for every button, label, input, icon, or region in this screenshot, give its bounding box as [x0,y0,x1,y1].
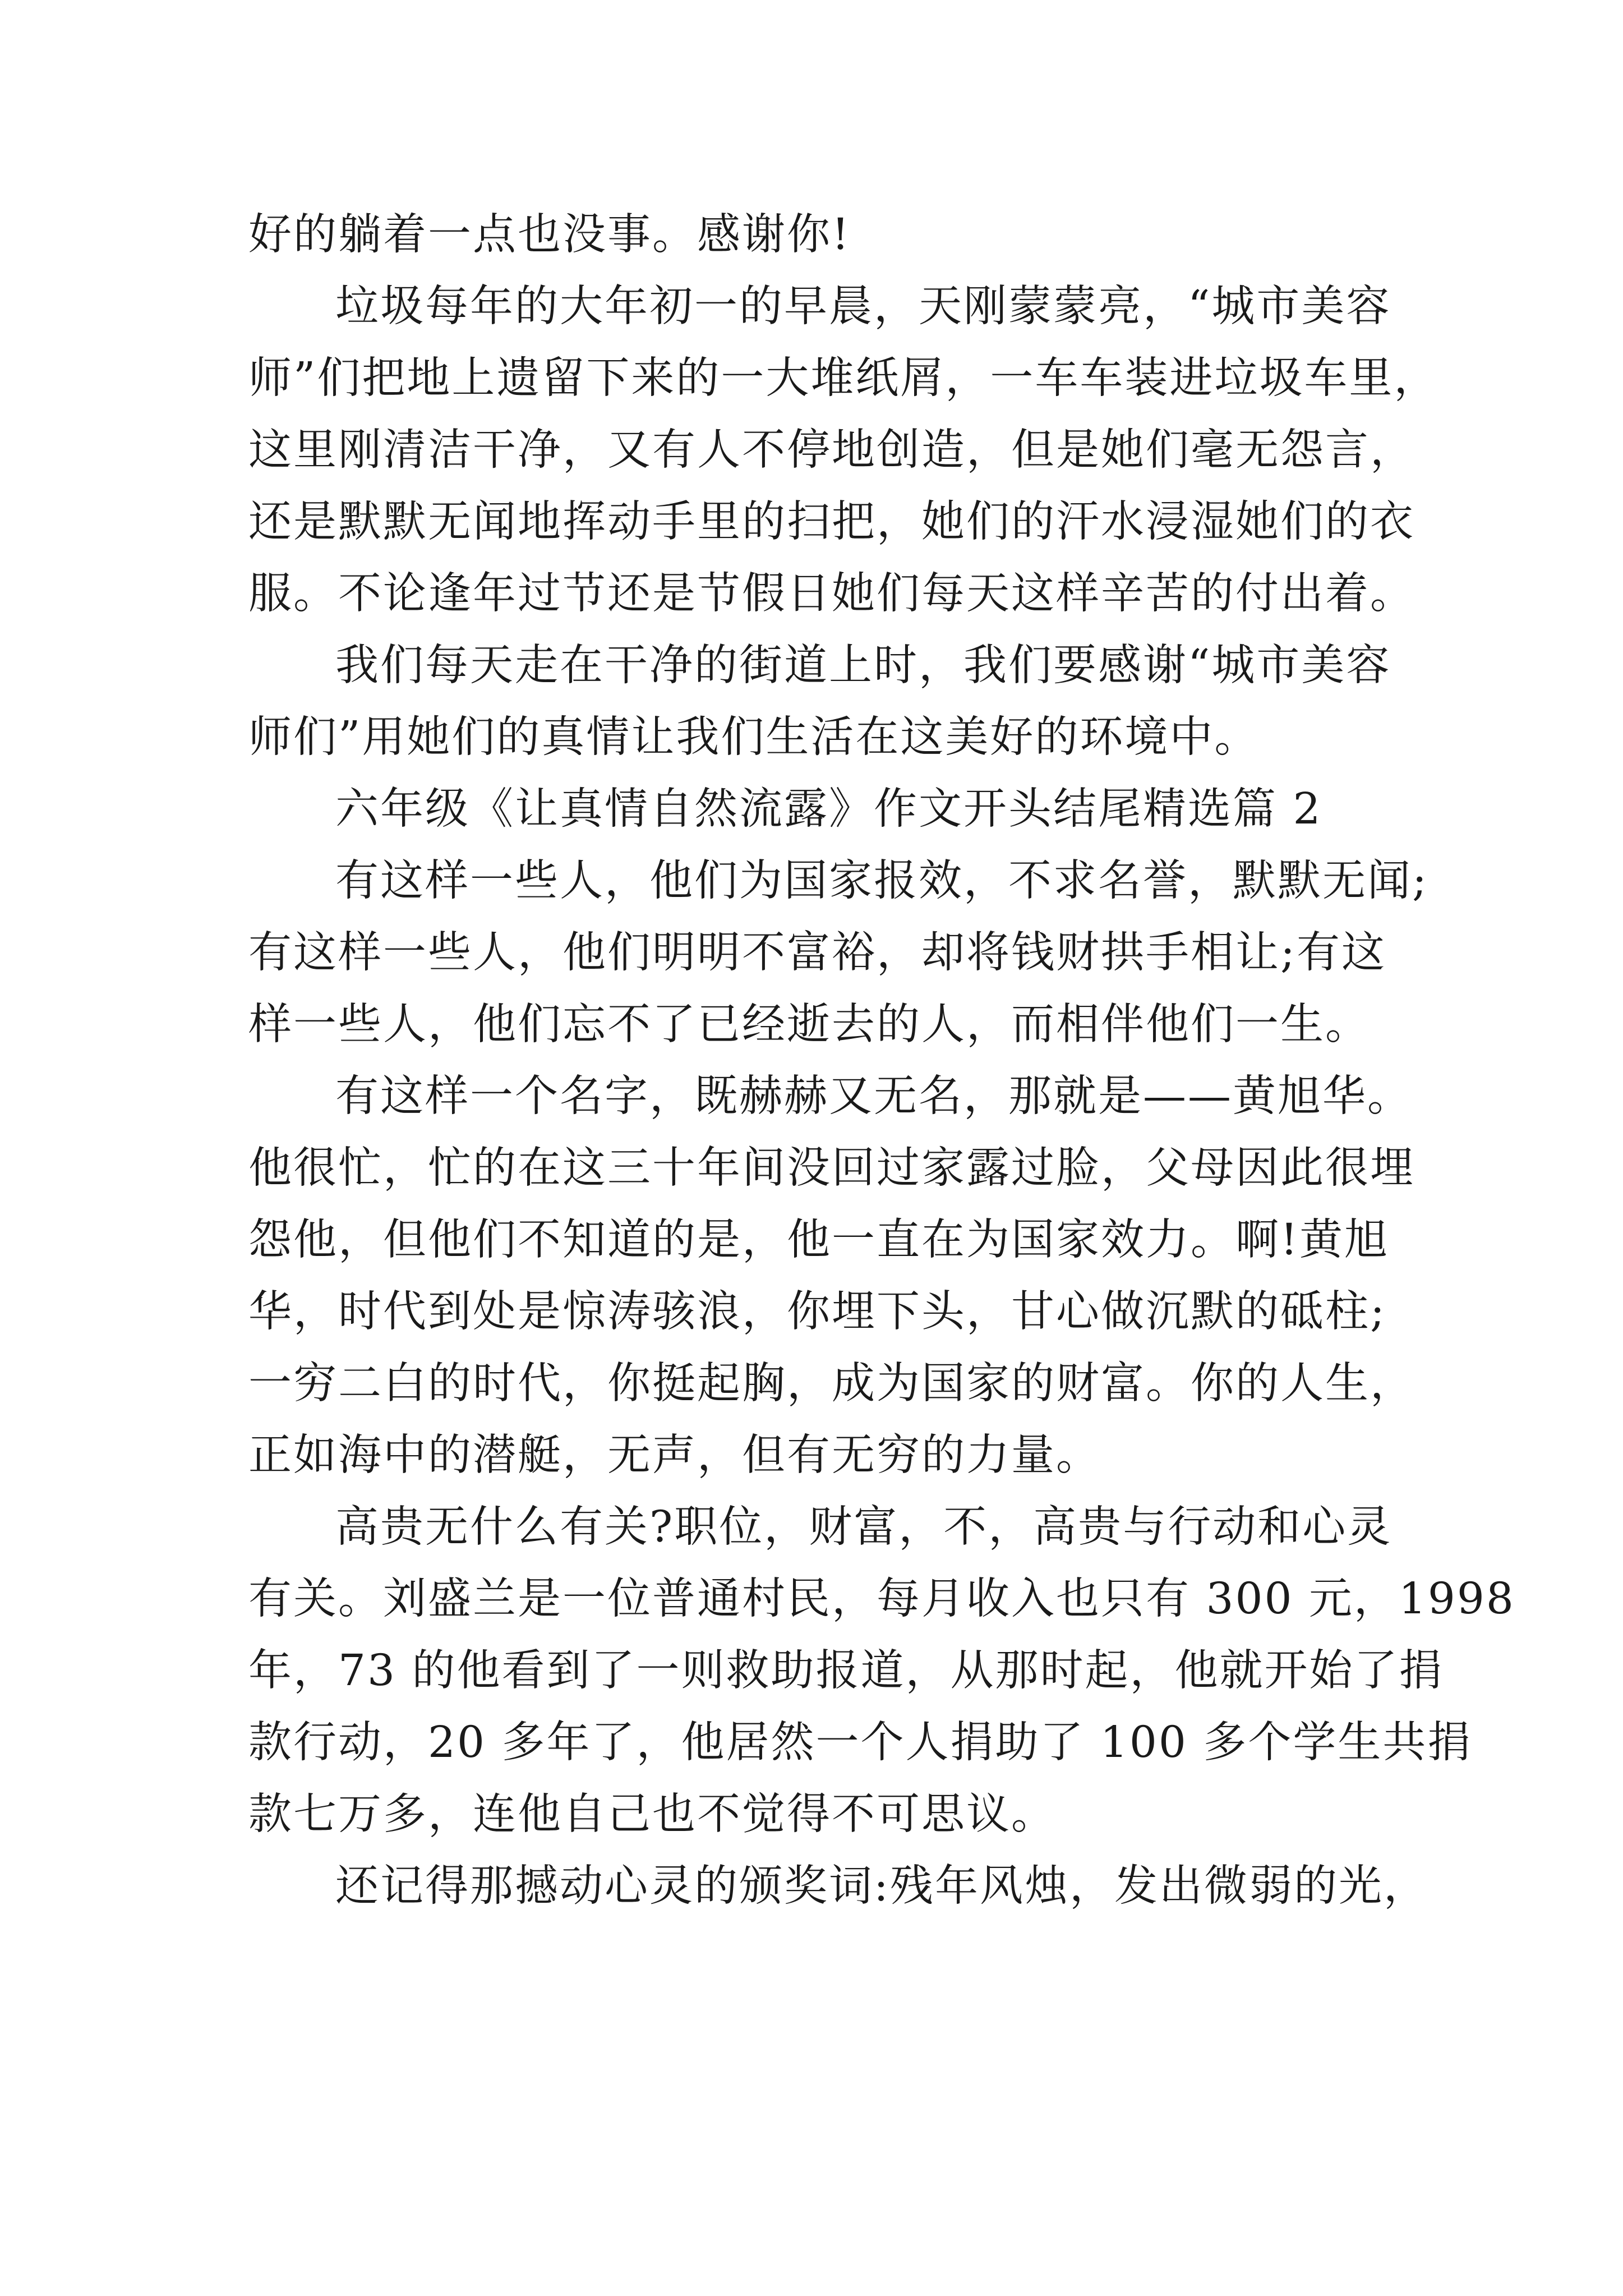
text-line: 有关。刘盛兰是一位普通村民，每月收入也只有 300 元，1998 [248,1574,1515,1624]
text-line: 正如海中的潜艇，无声，但有无穷的力量。 [248,1430,1101,1480]
text-line: 有这样一些人，他们明明不富裕，却将钱财拱手相让;有这 [248,928,1386,978]
text-line: 年，73 的他看到了一则救助报道，从那时起，他就开始了捐 [248,1646,1444,1696]
text-line: 师”们把地上遗留下来的一大堆纸屑，一车车装进垃圾车里， [248,353,1439,403]
text-line: 怨他，但他们不知道的是，他一直在为国家效力。啊!黄旭 [248,1215,1389,1265]
text-line: 样一些人，他们忘不了已经逝去的人，而相伴他们一生。 [248,1000,1370,1050]
text-line: 好的躺着一点也没事。感谢你! [248,210,851,260]
text-line: 师们”用她们的真情让我们生活在这美好的环境中。 [248,712,1260,762]
paragraph-start-line: 高贵无什么有关?职位，财富，不，高贵与行动和心灵 [335,1502,1393,1552]
paragraph-start-line: 有这样一些人，他们为国家报效，不求名誉，默默无闻; [335,856,1428,906]
paragraph-start-line: 有这样一个名字，既赫赫又无名，那就是——黄旭华。 [335,1071,1412,1121]
paragraph-start-line: 我们每天走在干净的街道上时，我们要感谢“城市美容 [335,641,1391,691]
text-line: 款行动，20 多年了，他居然一个人捐助了 100 多个学生共捐 [248,1718,1473,1768]
text-line: 他很忙，忙的在这三十年间没回过家露过脸，父母因此很埋 [248,1143,1415,1193]
text-line: 服。不论逢年过节还是节假日她们每天这样辛苦的付出着。 [248,569,1415,619]
text-line: 还是默默无闻地挥动手里的扫把，她们的汗水浸湿她们的衣 [248,497,1415,547]
paragraph-start-line: 垃圾每年的大年初一的早晨，天刚蒙蒙亮，“城市美容 [335,282,1391,332]
text-line: 一穷二白的时代，你挺起胸，成为国家的财富。你的人生， [248,1359,1415,1409]
document-body [248,199,1515,1922]
text-line: 款七万多，连他自己也不觉得不可思议。 [248,1789,1056,1839]
paragraph-start-line: 还记得那撼动心灵的颁奖词:残年风烛，发出微弱的光， [335,1861,1428,1911]
text-line: 这里刚清洁干净，又有人不停地创造，但是她们毫无怨言， [248,425,1415,475]
text-line: 华，时代到处是惊涛骇浪，你埋下头，甘心做沉默的砥柱; [248,1287,1386,1337]
section-heading: 六年级《让真情自然流露》作文开头结尾精选篇 2 [335,784,1322,834]
